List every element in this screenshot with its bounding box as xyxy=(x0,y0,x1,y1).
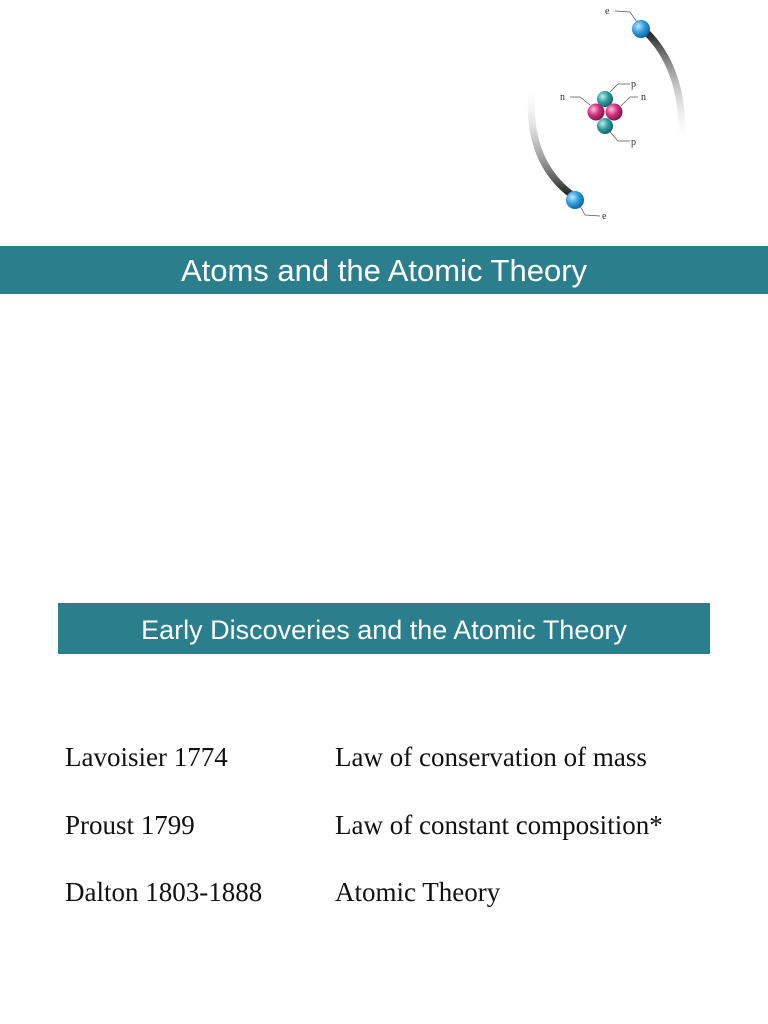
discovery: Law of constant composition* xyxy=(335,810,663,840)
electron-label: e xyxy=(602,211,607,222)
neutron-label: n xyxy=(560,92,565,103)
scientist-year: Proust 1799 xyxy=(65,810,195,840)
nucleus xyxy=(560,79,646,148)
discovery: Atomic Theory xyxy=(335,877,501,907)
proton-label: p xyxy=(631,137,636,148)
scientist-year: Dalton 1803-1888 xyxy=(65,877,263,907)
scientist-year: Lavoisier 1774 xyxy=(65,742,228,772)
page-title: Atoms and the Atomic Theory xyxy=(0,246,768,294)
section-heading: Early Discoveries and the Atomic Theory xyxy=(58,603,710,654)
orbit-trail-top xyxy=(646,32,682,145)
electron-label: e xyxy=(605,6,610,17)
proton-label: p xyxy=(631,79,636,90)
discovery: Law of conservation of mass xyxy=(335,742,647,772)
electron-bottom xyxy=(566,191,607,222)
electron-top xyxy=(605,6,650,38)
atom-diagram xyxy=(510,0,700,230)
orbit-trail-bottom xyxy=(531,85,572,195)
neutron-label: n xyxy=(641,92,646,103)
